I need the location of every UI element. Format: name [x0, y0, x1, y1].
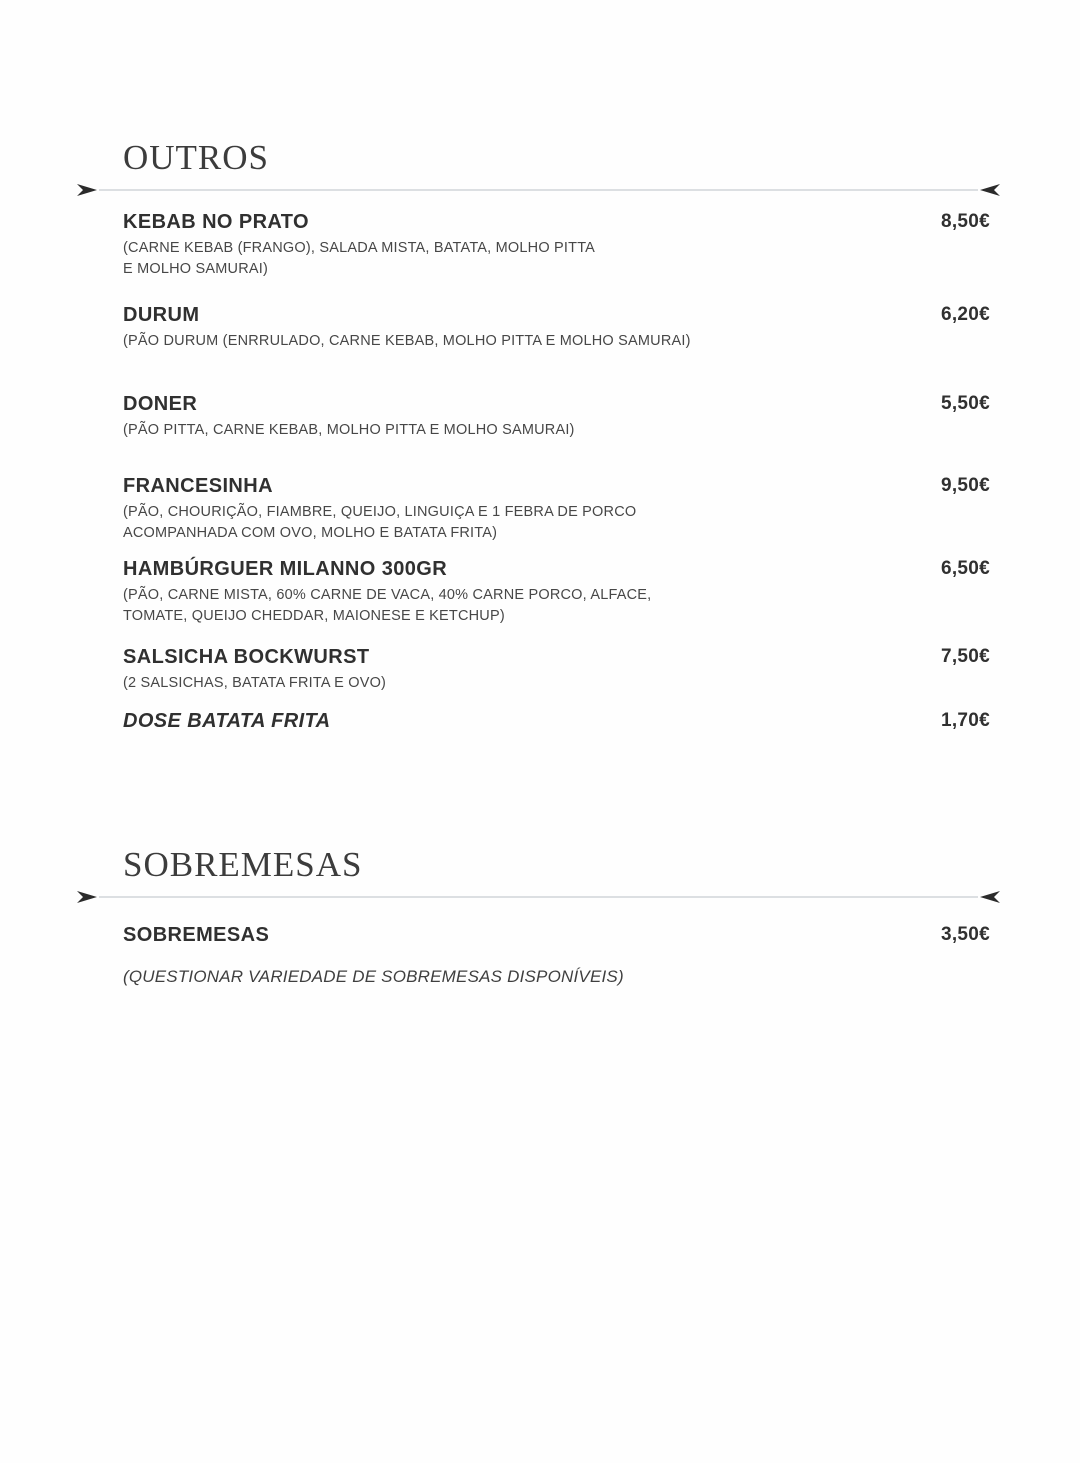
menu-item [123, 557, 990, 627]
item-name: DONER [123, 393, 198, 415]
item-description [123, 673, 386, 694]
divider-line [99, 896, 978, 898]
menu-item [123, 709, 990, 733]
menu-item [123, 392, 990, 441]
item-description-line: (PÃO, CARNE MISTA, 60% CARNE DE VACA, 40% CARNE PORCO, ALFACE, [123, 587, 652, 603]
item-price: 8,50€ [940, 211, 990, 232]
menu-item [123, 210, 990, 280]
item-description [123, 502, 636, 544]
section-title-outros: OUTROS [123, 138, 270, 177]
item-name: DURUM [123, 304, 200, 326]
item-description-line: E MOLHO SAMURAI) [123, 261, 268, 277]
item-description [123, 585, 651, 627]
item-name: SALSICHA BOCKWURST [123, 646, 370, 668]
item-name: SOBREMESAS [123, 924, 270, 946]
item-description [123, 331, 691, 352]
menu-item [123, 303, 990, 352]
item-description-line: (PÃO DURUM (ENRRULADO, CARNE KEBAB, MOLHO PITTA E MOLHO SAMURAI) [123, 333, 691, 349]
menu-item-main [123, 709, 331, 733]
menu-item-main [123, 557, 651, 627]
item-price: 7,50€ [940, 646, 990, 667]
menu-item-main [123, 303, 691, 352]
item-description-line: (PÃO PITTA, CARNE KEBAB, MOLHO PITTA E MOLHO SAMURAI) [123, 422, 575, 438]
menu-items-sobremesas [123, 923, 990, 988]
menu-item [123, 923, 990, 988]
item-description [123, 238, 595, 280]
item-price: 1,70€ [940, 710, 990, 731]
menu-item [123, 645, 990, 694]
item-description-line: (QUESTIONAR VARIEDADE DE SOBREMESAS DISPONÍVEIS) [123, 967, 624, 986]
item-description-line: TOMATE, QUEIJO CHEDDAR, MAIONESE E KETCHUP) [123, 608, 505, 624]
item-description-line: ACOMPANHADA COM OVO, MOLHO E BATATA FRITA) [123, 525, 498, 541]
section-outros [123, 138, 990, 733]
arrow-fletching-right-icon [75, 889, 99, 905]
item-description [123, 420, 575, 441]
item-price: 5,50€ [940, 393, 990, 414]
item-description-line: (2 SALSICHAS, BATATA FRITA E OVO) [123, 675, 387, 691]
section-sobremesas [123, 845, 990, 988]
menu-item-main [123, 392, 575, 441]
item-description-line: (PÃO, CHOURIÇÃO, FIAMBRE, QUEIJO, LINGUIÇA E 1 FEBRA DE PORCO [123, 504, 637, 520]
menu-item-main [123, 474, 636, 544]
menu-item-main [123, 923, 624, 988]
arrow-fletching-left-icon [978, 889, 1002, 905]
item-price: 6,50€ [940, 558, 990, 579]
item-name: DOSE BATATA FRITA [123, 710, 331, 732]
menu-items-outros [123, 210, 990, 733]
arrow-fletching-right-icon [75, 182, 99, 198]
item-name: FRANCESINHA [123, 475, 273, 497]
menu-item-main [123, 210, 595, 280]
section-divider [75, 889, 1002, 905]
section-divider [75, 182, 1002, 198]
item-price: 6,20€ [940, 304, 990, 325]
section-title-sobremesas: SOBREMESAS [123, 845, 363, 884]
item-description-line: (CARNE KEBAB (FRANGO), SALADA MISTA, BATATA, MOLHO PITTA [123, 240, 596, 256]
item-price: 9,50€ [940, 475, 990, 496]
arrow-fletching-left-icon [978, 182, 1002, 198]
item-name: KEBAB NO PRATO [123, 211, 309, 233]
item-price: 3,50€ [940, 924, 990, 945]
menu-item-main [123, 645, 386, 694]
item-description [123, 966, 624, 988]
divider-line [99, 189, 978, 191]
menu-item [123, 474, 990, 544]
item-name: HAMBÚRGUER MILANNO 300GR [123, 558, 448, 580]
